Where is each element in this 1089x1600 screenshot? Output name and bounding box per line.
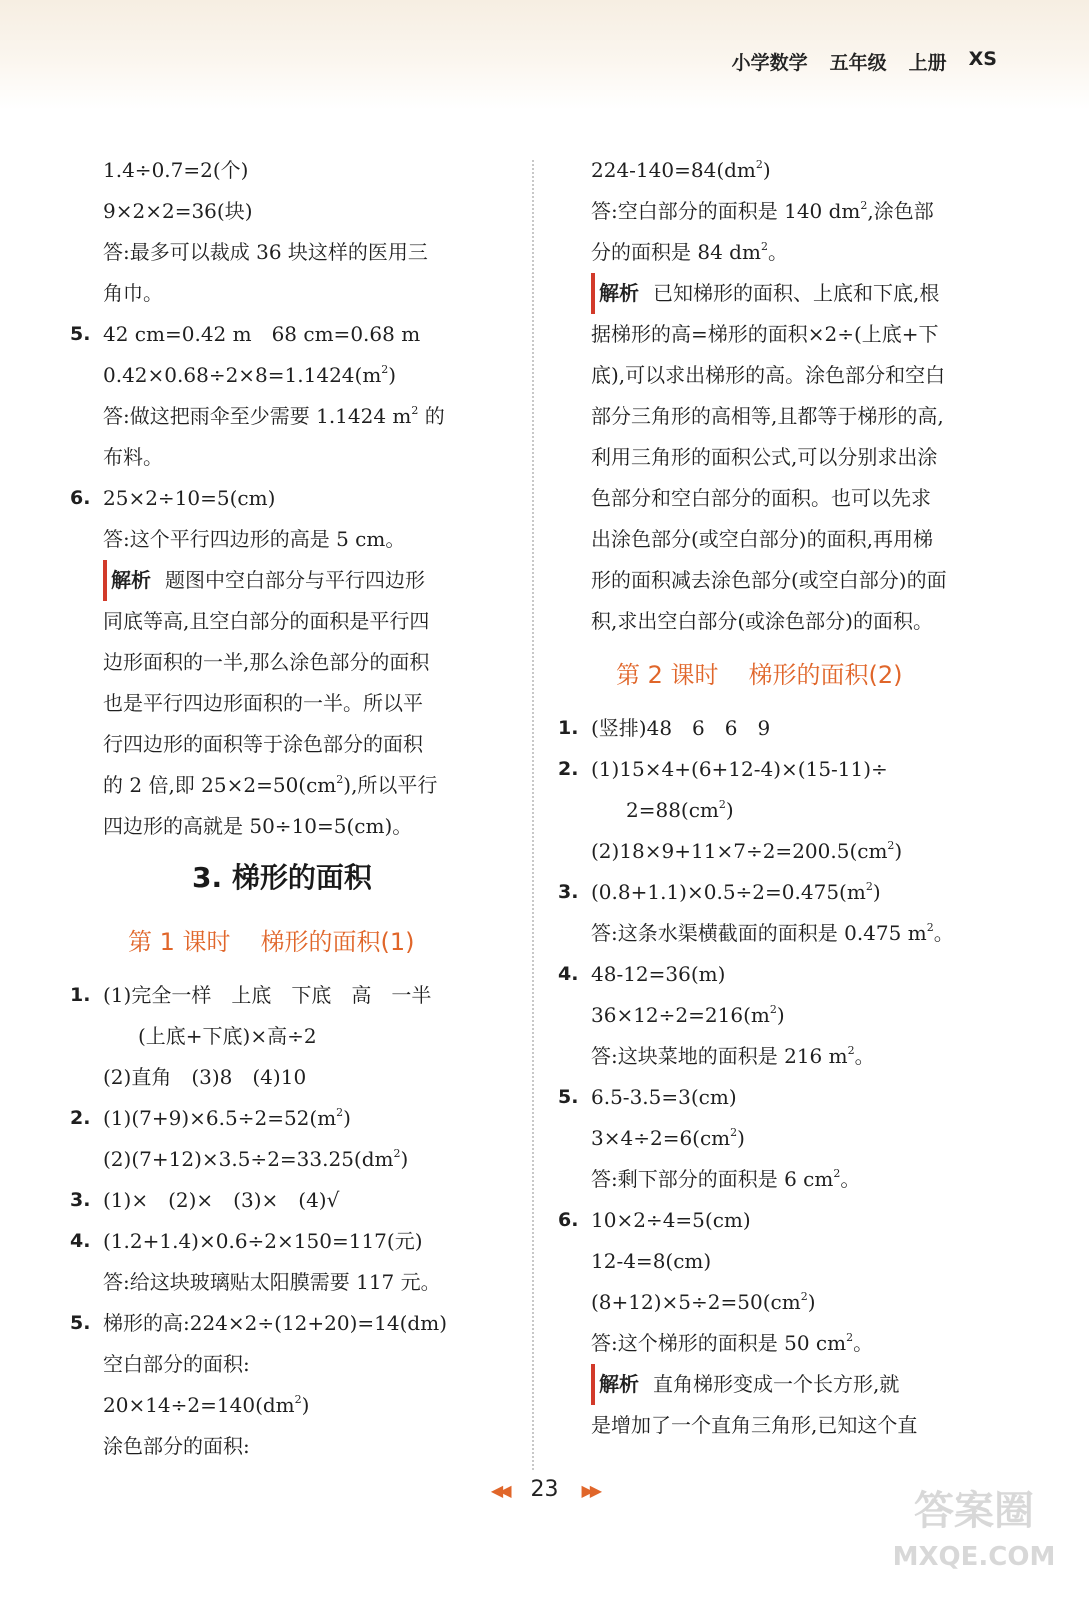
question-number: 5.: [70, 1312, 91, 1334]
question-number: 1.: [558, 717, 579, 739]
analysis-line: 四边形的高就是 50÷10=5(cm)。: [103, 814, 413, 838]
question-number: 3.: [558, 881, 579, 903]
answer-line: $36\times 12\div 2=216(m^2)$: [591, 1003, 785, 1027]
header-subject: 小学数学: [731, 52, 808, 74]
answer-line: 布料。: [103, 445, 163, 469]
analysis-line: 边形面积的一半,那么涂色部分的面积: [103, 650, 430, 674]
answer-line: 角巾。: [103, 281, 163, 305]
question-number: 6.: [558, 1209, 579, 1231]
answer-line: $3\times 4\div 2=6(cm^2)$: [591, 1126, 745, 1150]
answer-line: 涂色部分的面积:: [103, 1434, 250, 1458]
analysis-line: 底),可以求出梯形的高。涂色部分和空白: [591, 363, 946, 387]
question-number: 2.: [558, 758, 579, 780]
answer-line: 答:最多可以裁成 36 块这样的医用三: [103, 240, 428, 264]
right-column: [558, 150, 1003, 1446]
question-number: 5.: [70, 323, 91, 345]
answer-line: (2)直角 (3)8 (4)10: [103, 1065, 307, 1089]
header-term: 上册: [908, 52, 947, 74]
header-edition: XS: [968, 48, 997, 70]
answer-line: 空白部分的面积:: [103, 1352, 250, 1376]
lesson-title: 第 1 课时 梯形的面积(1): [128, 928, 415, 956]
analysis-line: 出涂色部分(或空白部分)的面积,再用梯: [591, 527, 933, 551]
question-number: 4.: [70, 1230, 91, 1252]
analysis-line: 解析 已知梯形的面积、上底和下底,根: [558, 273, 1003, 314]
answer-line: 12-4=8(cm): [591, 1249, 712, 1273]
question-number: 1.: [70, 984, 91, 1006]
page-number: 23: [530, 1477, 559, 1502]
question-number: 6.: [70, 487, 91, 509]
question-5-line: 5. 6.5-3.5=3(cm): [558, 1077, 1003, 1118]
question-number: 4.: [558, 963, 579, 985]
answer-line: $224-140=84(dm^2)$: [591, 158, 771, 182]
analysis-line: 据梯形的高=梯形的面积×2÷(上底+下: [591, 322, 939, 346]
analysis-line: 部分三角形的高相等,且都等于梯形的高,: [591, 404, 944, 428]
analysis-line: 同底等高,且空白部分的面积是平行四: [103, 609, 430, 633]
question-1-line: 1. (1)完全一样 上底 下底 高 一半: [70, 975, 510, 1016]
answer-line: 答:做这把雨伞至少需要 1.1424 $m^2$ 的: [103, 404, 445, 428]
answer-line: 答:剩下部分的面积是 6 $cm^2$。: [591, 1167, 861, 1191]
question-2-line: 2. $(1)(7+9)\times 6.5\div 2=52(m^2)$: [70, 1098, 510, 1139]
answer-line: $2=88(cm^2)$: [626, 798, 734, 822]
left-column: [70, 150, 510, 1467]
analysis-tag: 解析: [591, 273, 639, 314]
answer-line: 答:这条水渠横截面的面积是 0.475 $m^2$。: [591, 921, 954, 945]
analysis-line: 是增加了一个直角三角形,已知这个直: [591, 1413, 918, 1437]
analysis-line: 形的面积减去涂色部分(或空白部分)的面: [591, 568, 947, 592]
analysis-line: 利用三角形的面积公式,可以分别求出涂: [591, 445, 938, 469]
answer-line: 分的面积是 84 $dm^2$。: [591, 240, 788, 264]
header-grade: 五年级: [829, 52, 887, 74]
answer-line: 9×2×2=36(块): [103, 199, 253, 223]
answer-line: (上底+下底)×高÷2: [138, 1024, 317, 1048]
analysis-line: 解析 题图中空白部分与平行四边形: [70, 560, 510, 601]
question-3-line: 3. $(0.8+1.1)\times 0.5\div 2=0.475(m^2)$: [558, 872, 1003, 913]
prev-page-icon[interactable]: ◀◀: [490, 1481, 508, 1500]
question-5-line: 5. 42 cm=0.42 m 68 cm=0.68 m: [70, 314, 510, 355]
answer-line: 答:空白部分的面积是 140 $dm^2$,涂色部: [591, 199, 934, 223]
analysis-line: 色部分和空白部分的面积。也可以先求: [591, 486, 931, 510]
question-number: 5.: [558, 1086, 579, 1108]
question-5-line: 5. 梯形的高:224×2÷(12+20)=14(dm): [70, 1303, 510, 1344]
answer-line: $(8+12)\times 5\div 2=50(cm^2)$: [591, 1290, 816, 1314]
analysis-line: 也是平行四边形面积的一半。所以平: [103, 691, 423, 715]
answer-line: $(2)18\times 9+11\times 7\div 2=200.5(cm^2)$: [591, 839, 903, 863]
question-6-line: 6. 25×2÷10=5(cm): [70, 478, 510, 519]
analysis-line: 解析 直角梯形变成一个长方形,就: [558, 1364, 1003, 1405]
answer-line: 答:给这块玻璃贴太阳膜需要 117 元。: [103, 1270, 441, 1294]
column-divider: [532, 160, 534, 1470]
analysis-tag: 解析: [103, 560, 151, 601]
question-4-line: 4. (1.2+1.4)×0.6÷2×150=117(元): [70, 1221, 510, 1262]
next-page-icon[interactable]: ▶▶: [581, 1481, 599, 1500]
analysis-line: 行四边形的面积等于涂色部分的面积: [103, 732, 423, 756]
question-3-line: 3. (1)× (2)× (3)× (4)√: [70, 1180, 510, 1221]
section-title: 3. 梯形的面积: [192, 861, 372, 894]
answer-line: $20\times 14\div 2=140(dm^2)$: [103, 1393, 310, 1417]
answer-line: 1.4÷0.7=2(个): [103, 158, 249, 182]
answer-line: $(2)(7+12)\times 3.5\div 2=33.25(dm^2)$: [103, 1147, 409, 1171]
answer-line: 答:这个平行四边形的高是 5 cm。: [103, 527, 406, 551]
answer-line: $0.42\times 0.68\div 2\times 8=1.1424(m^2)$: [103, 363, 397, 387]
analysis-tag: 解析: [591, 1364, 639, 1405]
question-number: 3.: [70, 1189, 91, 1211]
analysis-line: 的 2 倍,即 $25\times 2=50(cm^2)$,所以平行: [103, 773, 438, 797]
lesson-title: 第 2 课时 梯形的面积(2): [616, 661, 903, 689]
answer-line: 答:这个梯形的面积是 50 $cm^2$。: [591, 1331, 874, 1355]
question-number: 2.: [70, 1107, 91, 1129]
answer-line: 答:这块菜地的面积是 216 $m^2$。: [591, 1044, 875, 1068]
question-4-line: 4. 48-12=36(m): [558, 954, 1003, 995]
watermark-logo: 答案圈 MXQE.COM: [892, 1488, 1056, 1572]
question-2-line: 2. (1)15×4+(6+12-4)×(15-11)÷: [558, 749, 1003, 790]
book-header: [732, 48, 997, 75]
analysis-line: 积,求出空白部分(或涂色部分)的面积。: [591, 609, 933, 633]
question-6-line: 6. 10×2÷4=5(cm): [558, 1200, 1003, 1241]
question-1-line: 1. (竖排)48 6 6 9: [558, 708, 1003, 749]
